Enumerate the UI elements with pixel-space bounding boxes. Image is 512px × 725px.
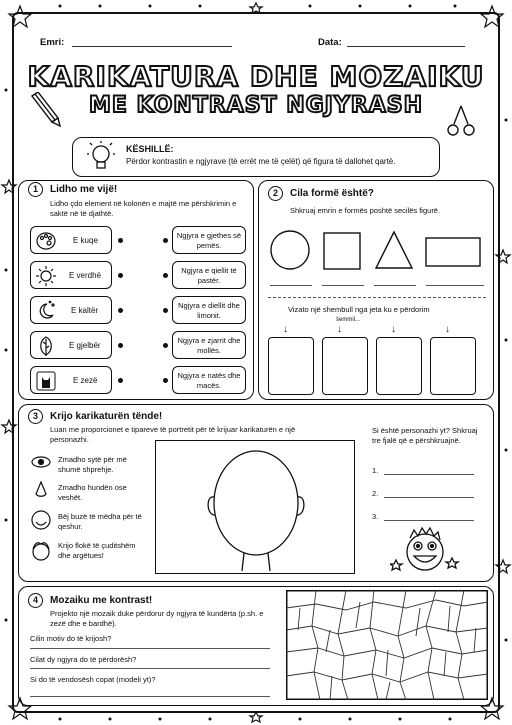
lightbulb-icon: [85, 140, 117, 176]
section-4-title: Mozaiku me kontrast!: [50, 595, 153, 606]
caricature-drawing-area[interactable]: [155, 440, 355, 574]
left-item-label: E zezë: [73, 376, 98, 385]
character-answer-line[interactable]: [384, 474, 474, 475]
mosaic-question: Cilin motiv do të krijosh?: [30, 634, 112, 643]
shape-answer-line[interactable]: [322, 285, 364, 286]
description-card: [172, 296, 246, 324]
rectangle-shape: [426, 238, 480, 266]
section-4-number: 4: [28, 593, 43, 608]
section-2-title: Cila formë është?: [290, 188, 374, 199]
drawing-box[interactable]: [430, 337, 476, 395]
character-answer-line[interactable]: [384, 497, 474, 498]
left-item-label: E kuqe: [73, 236, 98, 245]
section-3-number: 3: [28, 409, 43, 424]
circle-shape: [271, 231, 309, 269]
right-dot[interactable]: [163, 343, 168, 348]
moon-stars-icon: [35, 300, 57, 322]
date-field[interactable]: [347, 46, 465, 47]
character-question: Si është personazhi yt? Shkruaj tre fjalë që e përshkruajnë.: [372, 426, 478, 445]
right-dot[interactable]: [163, 273, 168, 278]
name-label: Emri:: [40, 37, 65, 48]
left-item-label: E gjelbër: [69, 341, 101, 350]
left-dot[interactable]: [118, 378, 123, 383]
arrow-down-icon: ↓: [283, 324, 288, 335]
name-field[interactable]: [72, 46, 232, 47]
caricature-tip: Zmadho sytë për më shumë shprehje.: [58, 455, 127, 474]
description-text: Ngjyra e zjarrit dhe mollës.: [177, 336, 241, 355]
description-card: [172, 331, 246, 359]
section-1-title: Lidho me vijë!: [50, 184, 118, 195]
section-1-instructions: Lidho çdo element në kolonën e majtë me përshkrimin e saktë në të djathtë.: [50, 199, 237, 218]
hair-icon: [33, 544, 49, 560]
drawing-box[interactable]: [376, 337, 422, 395]
answer-number: 2.: [372, 489, 379, 498]
color-card-red: [30, 226, 112, 254]
right-dot[interactable]: [163, 378, 168, 383]
section-2-instructions: Shkruaj emrin e formës poshtë secilës figurë.: [290, 206, 441, 215]
cat-icon: [35, 370, 57, 392]
description-text: Ngjyra e qiellit të pastër.: [181, 266, 237, 285]
tip-text: Përdor kontrastin e ngjyrave (të errët me të çelët) që figura të dallohet qartë.: [126, 157, 396, 166]
left-dot[interactable]: [118, 343, 123, 348]
section-2-number: 2: [268, 186, 283, 201]
shape-answer-line[interactable]: [270, 285, 312, 286]
drawing-box[interactable]: [322, 337, 368, 395]
mosaic-question: Si do të vendosësh copat (modeli yt)?: [30, 675, 156, 684]
color-card-blue: [30, 296, 112, 324]
page-subtitle: ME KONTRAST NGJYRASH: [88, 93, 424, 118]
tip-heading: KËSHILLË:: [126, 144, 174, 154]
arrow-down-icon: ↓: [445, 324, 450, 335]
mosaic-question: Cilat dy ngjyra do të përdorësh?: [30, 655, 137, 664]
funny-face-icon: [390, 524, 460, 578]
color-card-yellow: [30, 261, 112, 289]
left-item-label: E kaltër: [71, 306, 99, 315]
description-text: Ngjyra e natës dhe macës.: [177, 371, 241, 390]
head-outline-icon: [186, 445, 326, 571]
left-dot[interactable]: [118, 308, 123, 313]
description-card: [172, 226, 246, 254]
nose-icon: [36, 482, 46, 496]
section-4-instructions: Projekto një mozaik duke përdorur dy ngjyra të kundërta (p.sh. e zezë dhe e bardhë).: [50, 609, 264, 628]
date-label: Data:: [318, 37, 342, 48]
shapes-row: [268, 228, 488, 272]
sun-icon: [35, 265, 57, 287]
section-1-number: 1: [28, 182, 43, 197]
square-shape: [324, 233, 360, 269]
color-card-black: [30, 366, 112, 394]
description-text: Ngjyra e gjethes së pemës.: [176, 231, 242, 250]
tip-box: [72, 137, 440, 177]
left-dot[interactable]: [118, 273, 123, 278]
answer-number: 3.: [372, 512, 379, 521]
right-dot[interactable]: [163, 308, 168, 313]
draw-instructions: Vizato një shembull nga jeta ku e përdorim: [288, 305, 430, 314]
triangle-shape: [376, 232, 412, 268]
description-card: [172, 366, 246, 394]
right-dot[interactable]: [163, 238, 168, 243]
mosaic-answer-line[interactable]: [30, 696, 270, 697]
answer-number: 1.: [372, 466, 379, 475]
palette-icon: [35, 230, 57, 252]
shape-answer-line[interactable]: [426, 285, 484, 286]
color-card-green: [30, 331, 112, 359]
shape-answer-line[interactable]: [374, 285, 416, 286]
section-3-instructions: Luan me proporcionet e tipareve të portretit për të krijuar karikaturën e një personazhi.: [50, 425, 296, 444]
arrow-down-icon: ↓: [337, 324, 342, 335]
left-item-label: E verdhë: [69, 271, 102, 280]
mosaic-grid-area[interactable]: [286, 590, 488, 700]
character-answer-line[interactable]: [384, 520, 474, 521]
scissors-icon: [446, 104, 476, 138]
mosaic-answer-line[interactable]: [30, 668, 270, 669]
caricature-tip: Zmadho hundën ose veshët.: [58, 483, 127, 502]
divider: [268, 297, 486, 298]
page-title: KARIKATURA DHE MOZAIKU: [27, 60, 485, 93]
arrow-down-icon: ↓: [391, 324, 396, 335]
draw-instructions-continued: šemmil...: [336, 317, 360, 323]
section-3-title: Krijo karikaturën tënde!: [50, 411, 163, 422]
drawing-box[interactable]: [268, 337, 314, 395]
smile-icon: [32, 511, 50, 529]
description-text: Ngjyra e diellit dhe limonit.: [178, 301, 240, 320]
left-dot[interactable]: [118, 238, 123, 243]
caricature-tip: Bëj buzë të mëdha për të qeshur.: [58, 512, 142, 531]
description-card: [172, 261, 246, 289]
mosaic-answer-line[interactable]: [30, 648, 270, 649]
caricature-tip-icons: [30, 454, 52, 564]
caricature-tip: Krijo flokë të çuditshëm dhe argëtues!: [58, 541, 136, 560]
pencil-icon: [28, 92, 62, 128]
leaf-icon: [35, 335, 57, 357]
